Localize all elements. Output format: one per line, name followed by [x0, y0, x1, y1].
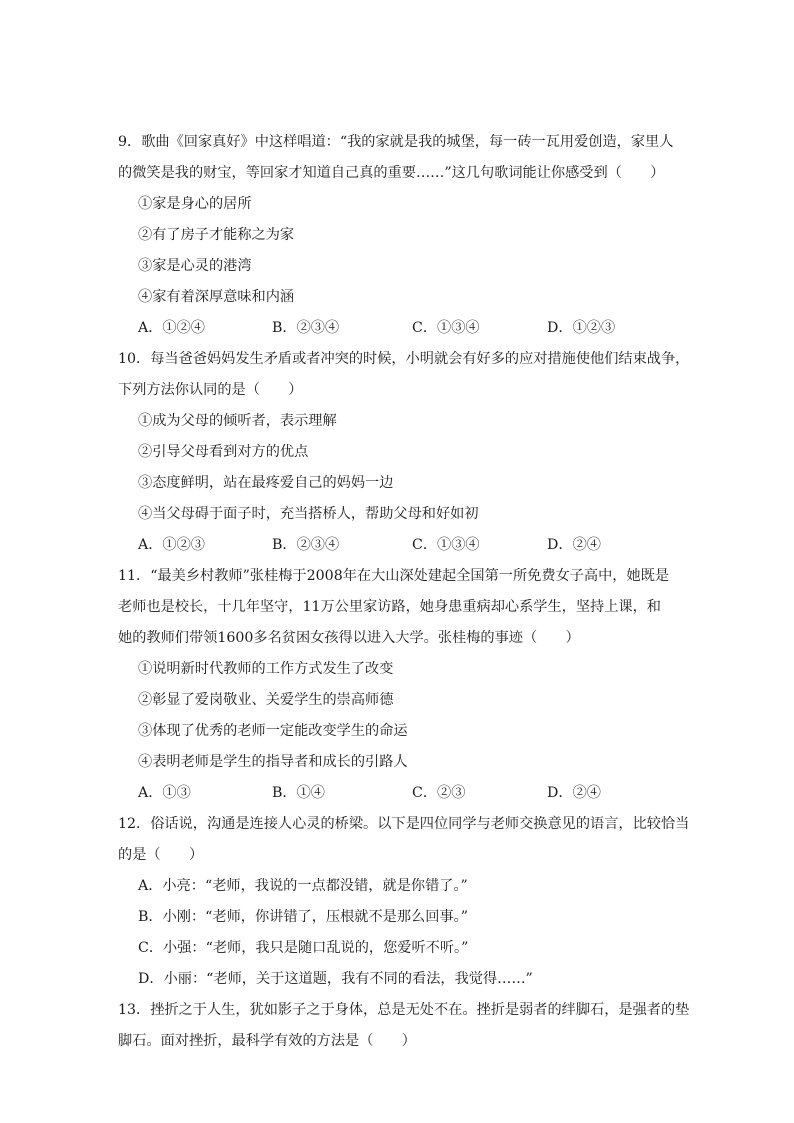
question-13-stem-line-1: 13．挫折之于人生，犹如影子之于身体，总是无处不在。挫折是弱者的绊脚石，是强者的垫 [118, 1002, 690, 1018]
question-10-choice-d[interactable]: D．②④ [547, 537, 601, 553]
question-9-choice-a[interactable]: A．①②④ [138, 320, 205, 336]
question-12-option-d[interactable]: D．小丽：“老师，关于这道题，我有不同的看法，我觉得……” [138, 971, 533, 987]
question-9-stem-line-1: 9．歌曲《回家真好》中这样唱道：“我的家就是我的城堡，每一砖一瓦用爱创造，家里人 [118, 134, 674, 150]
question-11-statement-4: ④表明老师是学生的指导者和成长的引路人 [138, 754, 408, 770]
question-9-choice-d[interactable]: D．①②③ [547, 320, 616, 336]
question-10-statement-3: ③态度鲜明，站在最疼爱自己的妈妈一边 [138, 475, 394, 491]
question-10-choice-a[interactable]: A．①②③ [138, 537, 205, 553]
question-9-statement-2: ②有了房子才能称之为家 [138, 227, 295, 243]
question-13-stem-line-2: 脚石。面对挫折，最科学有效的方法是（ ） [118, 1033, 416, 1049]
question-11-stem-line-3: 她的教师们带领1600多名贫困女孩得以进入大学。张桂梅的事迹（ ） [118, 630, 580, 646]
question-11-choice-b[interactable]: B．①④ [272, 785, 325, 801]
question-12-option-a[interactable]: A．小亮：“老师，我说的一点都没错，就是你错了。” [138, 878, 468, 894]
question-11-statement-1: ①说明新时代教师的工作方式发生了改变 [138, 661, 394, 677]
question-12-option-b[interactable]: B．小刚：“老师，你讲错了，压根就不是那么回事。” [138, 909, 468, 925]
question-11-stem-line-2: 老师也是校长，十几年坚守，11万公里家访路，她身患重病却心系学生，坚持上课，和 [118, 599, 661, 615]
question-9-statement-3: ③家是心灵的港湾 [138, 258, 252, 274]
question-11-stem-line-1: 11．“最美乡村教师”张桂梅于2008年在大山深处建起全国第一所免费女子高中，她既是 [118, 568, 670, 584]
question-12-stem-line-2: 的是（ ） [118, 847, 204, 863]
question-10-choice-c[interactable]: C．①③④ [412, 537, 480, 553]
question-9-statement-4: ④家有着深厚意味和内涵 [138, 289, 295, 305]
question-9-choice-b[interactable]: B．②③④ [272, 320, 340, 336]
question-10-statement-4: ④当父母碍于面子时，充当搭桥人，帮助父母和好如初 [138, 506, 479, 522]
question-11-statement-2: ②彰显了爱岗敬业、关爱学生的崇高师德 [138, 692, 394, 708]
question-12-option-c[interactable]: C．小强：“老师，我只是随口乱说的，您爱听不听。” [138, 940, 469, 956]
question-10-statement-1: ①成为父母的倾听者，表示理解 [138, 413, 337, 429]
question-11-choice-a[interactable]: A．①③ [138, 785, 191, 801]
question-9-stem-line-2: 的微笑是我的财宝，等回家才知道自己真的重要……”这几句歌词能让你感受到（ ） [118, 165, 665, 181]
question-11-statement-3: ③体现了优秀的老师一定能改变学生的命运 [138, 723, 408, 739]
question-9-choice-c[interactable]: C．①③④ [412, 320, 480, 336]
question-11-choice-d[interactable]: D．②④ [547, 785, 601, 801]
question-10-choice-b[interactable]: B．②③④ [272, 537, 340, 553]
question-10-stem-line-2: 下列方法你认同的是（ ） [118, 382, 303, 398]
question-11-choice-c[interactable]: C．②③ [412, 785, 466, 801]
question-12-stem-line-1: 12．俗话说，沟通是连接人心灵的桥梁。以下是四位同学与老师交换意见的语言，比较恰当 [118, 816, 690, 832]
question-9-statement-1: ①家是身心的居所 [138, 196, 252, 212]
question-10-stem-line-1: 10．每当爸爸妈妈发生矛盾或者冲突的时候，小明就会有好多的应对措施使他们结束战争， [118, 351, 690, 367]
question-10-statement-2: ②引导父母看到对方的优点 [138, 444, 309, 460]
